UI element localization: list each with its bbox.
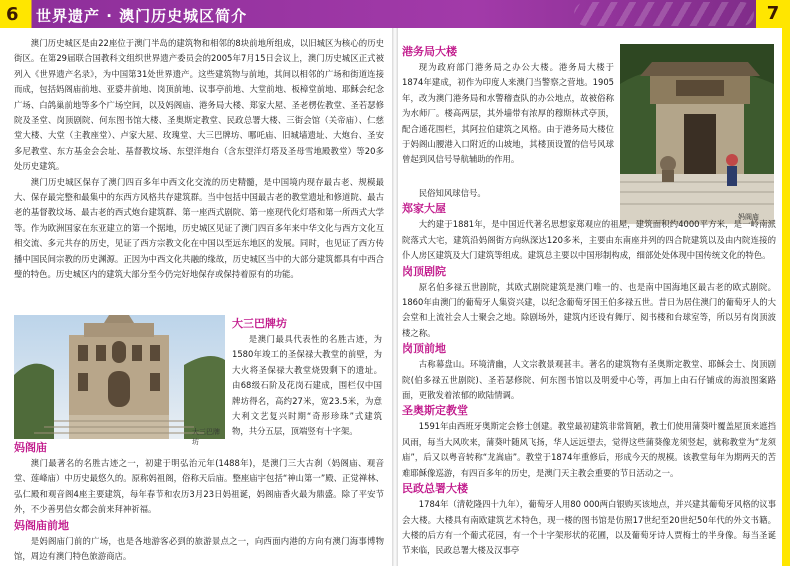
ruins-of-st-paul-photo bbox=[14, 315, 225, 446]
book-spine bbox=[392, 28, 398, 566]
ruins-section bbox=[232, 316, 382, 440]
ruins-photo-caption: 大三巴牌坊 bbox=[192, 428, 220, 446]
ama-temple-title: 妈阁庙 bbox=[14, 441, 47, 454]
mandarin-house-title: 郑家大屋 bbox=[402, 202, 446, 216]
side-strip bbox=[782, 28, 790, 566]
ruins-text: 是澳门最具代表性的名胜古迹，为1580年竣工的圣保禄大教堂的前壁，为大火将圣保禄大教堂烧毁剩下的遗址。由68级石阶及花岗石建成，围栏仅中国牌坊得名，高约27米，宽23.5米，为意大利文艺复兴时期“奇形珍珠”式建筑物，共分五层，顶端竖有十字架。 bbox=[232, 334, 382, 437]
right-main-text bbox=[402, 186, 776, 559]
ruins-title: 大三巴牌坊 bbox=[232, 317, 287, 330]
intro-paragraph-1: 澳门历史城区是由22座位于澳门半岛的建筑物和相邻的8块前地所组成，以旧城区为核心的历史街区。在第29届联合国教科文组织世界遗产委员会的2005年7月15日会议上，澳门历史城区正式被列入《世界遗产名录》，为中国第31处世界遗产。这些建筑物与前地，其间以相邻的广场和街道连接而成，包括妈阁庙前地、亚婆井前地、岗顶前地、议事亭前地、大堂前地、板樟堂前地、耶稣会纪念广场、白鸽巢前地等多个广场空间，以及妈阁庙、港务局大楼、郑家大屋、圣老楞佐教堂、圣若瑟修院及圣堂、岗顶剧院、何东图书馆大楼、圣奥斯定教堂、民政总署大楼、三街会馆（关帝庙）、仁慈堂大楼、大堂（主教座堂）、卢家大屋、玫瑰堂、大三巴牌坊、哪吒庙、旧城墙遗址、大炮台、圣安多尼教堂、东方基金会会址、基督教坟场、东望洋炮台（含东望洋灯塔及圣母雪地殿教堂）等20多处历史建筑。 bbox=[14, 38, 384, 172]
leal-senado-text: 1784年（清乾隆四十九年），葡萄牙人用80 000两白银购买该地点，并兴建其葡萄牙风格的议事会大楼。大楼具有南欧建筑艺术特色，现一楼的图书馆是仿照17世纪至20世纪50年代的外文书籍。大楼的后方有一个葡式花园，有一个十字架形状的花圃，以及葡萄牙诗人贾梅士的半身像。每当圣诞节来临，民政总署大楼及汉事亭 bbox=[402, 499, 776, 556]
header-bar bbox=[0, 0, 790, 28]
leal-senado-title: 民政总署大楼 bbox=[402, 482, 468, 496]
page-title: 世界遗产 · 澳门历史城区简介 bbox=[36, 7, 248, 25]
hill-square-text: 古称幕盘山。环境清幽，人文宗教景观甚丰。著名的建筑物有圣奥斯定教堂、耶稣会士、岗顶剧院(伯多禄五世剧院)、圣若瑟修院、何东图书馆以及明爱中心等，再加上由石仔铺成的海浪图案路面，更散发着浓郁的欧陆情调。 bbox=[402, 359, 776, 401]
ama-square-title: 妈阁庙前地 bbox=[14, 518, 69, 532]
theatre-title: 岗顶剧院 bbox=[402, 264, 446, 278]
ama-square-text: 是妈阁庙门前的广场，也是各地游客必到的旅游景点之一，向西面内港的方向有澳门海事博物馆，周边有澳门特色旅游商店。 bbox=[14, 535, 384, 562]
harbour-section bbox=[402, 44, 614, 168]
harbour-title: 港务局大楼 bbox=[402, 45, 457, 58]
ama-temple-section bbox=[14, 440, 384, 564]
augustine-church-title: 圣奥斯定教堂 bbox=[402, 404, 468, 418]
mandarin-house-text: 大约建于1881年，是中国近代著名思想家郑观应的祖屋，建筑面积约4000平方米，是一岭南派院落式大宅，建筑沿妈阁街方向纵深达120多米，主要由东南座并列的四合院建筑以及由内院连接的仆人房区建筑及大门建筑等组成。建筑总主要以中国形制构成，细部处处体现中国传统文化的特色。 bbox=[402, 219, 776, 261]
header-decoration bbox=[574, 2, 754, 26]
harbour-text: 现为政府部门港务局之办公大楼。港务局大楼于1874年建成，初作为印度人来澳门当警察之营地。1905年，改为澳门港务局和水警稽查队的办公地点，故被俗称为水师厂。楼高两层，其外墙带有浓厚的穆斯林式亭顶，配合通花围栏，其阿拉伯建筑之风格。由于港务局大楼位于妈阁山腰港入口附近的山坡地，其楼顶设置的信号风球曾起到风信号导航辅助的作用。 bbox=[402, 62, 614, 165]
harbour-tail-text: 民俗知风球信号。 bbox=[418, 188, 486, 198]
page-number-right: 7 bbox=[756, 0, 790, 28]
intro-paragraph-2: 澳门历史城区保存了澳门四百多年中西文化交流的历史精髓，是中国境内现存最古老、规模最大、保存最完整和最集中的东西方风格共存建筑群。当中包括中国最古老的教堂遗址和修道院、最古老的基督教坟场、最古老的西式炮台建筑群、第一座西式剧院、第一座现代化灯塔和第一所西式大学等。作为欧洲国家在东亚建立的第一个据地，历史城区见证了澳门四百多年来中华文化与西方文化互相交流、多元共存的历史，见证了西方宗教文化在中国以至远东地区的发展。同时，也见证了西方传播中国民间宗教的历史渊源。正因为中西文化共融的缘故，历史城区当中的大部分建筑都具有中西合璧的特色。历史城区内的建筑大部分至今仍完好地保存或保持着原有的功能。 bbox=[14, 176, 384, 280]
hill-square-title: 岗顶前地 bbox=[402, 342, 446, 356]
page-number-left: 6 bbox=[6, 4, 19, 25]
theatre-text: 原名伯多禄五世剧院，其欧式剧院建筑是澳门唯一的、也是南中国海地区最古老的欧式剧院。1860年由澳门的葡萄牙人集资兴建，以纪念葡萄牙国王伯多禄五世。昔日为居住澳门的葡萄牙人的大会堂和上流社会人士聚会之地。除剧场外，建筑内还设有舞厅、阅书楼和台球室等，所以另有岗顶波楼之称。 bbox=[402, 281, 776, 338]
intro-section bbox=[14, 36, 384, 283]
ama-temple-text: 澳门最著名的名胜古迹之一，初建于明弘治元年(1488年)，是澳门三大古刹（妈阁庙、观音堂、莲峰庙）中历史最悠久的。原称妈祖阁，俗称天后庙。整座庙宇包括“神山第一”殿、正觉禅林、弘仁殿和观音阁4座主要建筑，每年春节和农历3月23日妈祖诞，妈阁庙香火最为鼎盛。除了平安节外，不少善男信女都会前来拜神祈福。 bbox=[14, 458, 384, 515]
augustine-church-text: 1591年由西班牙奥斯定会修士创建。教堂最初建筑非常简陋，教士们使用蒲葵叶覆盖屋顶来遮挡风雨，每当大风吹来，蒲葵叶随风飞扬，华人远远望去，觉得这些蒲葵像龙须竖起，就称教堂为“龙须庙”，后又以粤音转称“龙嵩庙”。教堂于1874年重修后，形成今天的规模。该教堂每年为期两天的苦难耶稣像巡游，有四百多年的历史，是澳门天主教会重要的节日活动之一。 bbox=[402, 421, 776, 478]
temple-photo-caption: 妈阁庙 bbox=[738, 213, 759, 221]
